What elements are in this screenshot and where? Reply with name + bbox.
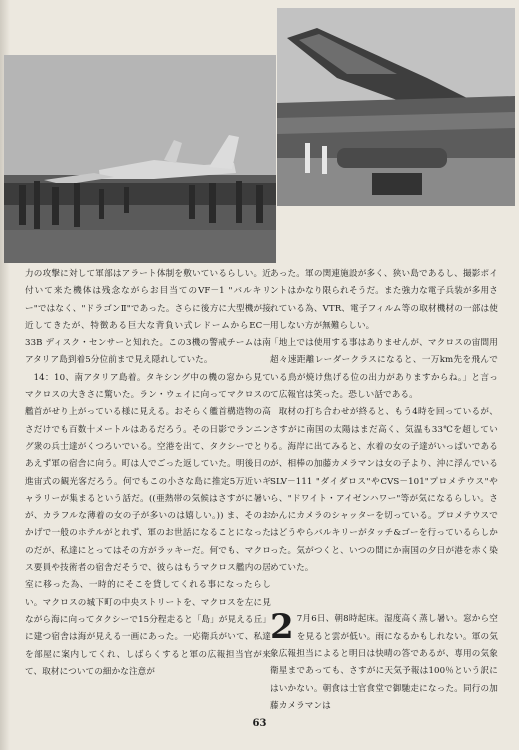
section-dropcap: 2	[270, 607, 294, 648]
left-text-column	[25, 266, 271, 681]
right-paragraph-1: あった。軍の関連施設が多く、狭い島であるし、撮影ポイントはかなり限られそうだ。また強力な電子兵装が多用されている為、VTR、電子フィルム等の取材機材の一部は使用しない方が無難らしい。	[270, 269, 498, 331]
right-paragraph-4: 7月6日、朝8時起床。湿度高く蒸し暑い。窓から空を見ると雲が低い。雨になるかもしれない。軍の気象広報担当によると明日は快晴の答であるが、専用の気象衛星まであっても、さすがに天気予報は100％という訳にはいかない。朝食は士官食堂で御馳走になった。同行の加藤カメラマンは	[270, 614, 498, 711]
right-paragraph-3: 取材の打ち合わせが終ると、もう4時を回っているが、さすがに南国の太陽はまだ高く、気温も33℃を超している。海岸に出てみると、水着の女の子達がいっぱいであるが、相棒の加藤カメラマンは女の子より、沖に浮んでいるSLV－111 "ダイダロス"やCVS－101"プロメテウス"やら、"ドワイト・アイゼンハワー"等が気になるらしい。さかんにカメラのシャッターを切っている。プロメテウスではどうやらバルキリーがタッチ&ゴーを行っているらしかった。気がつくと、いつの間にか南国の夕日が港を赤く染めていた。	[270, 407, 498, 574]
fighter-jet-photo	[277, 8, 515, 206]
page-number: 63	[252, 718, 267, 729]
fighter-jet-illustration	[277, 8, 515, 206]
left-paragraph-1: 力の攻撃に対して軍部はアラート体制を敷いているらしい。近付いて来た機体は残念ながらお目当てのVF－1 "バルキリー"ではなく、"ドラゴンⅡ"であった。さらに後方に大型機が接近してきたが、特徴ある巨大な背負い式レドームからEC－33B ディスク・センサーと知れた。この3機の警戒チームは南アタリア島到着5分位前まで見え隠れしていた。	[25, 269, 271, 366]
right-text-column	[270, 266, 498, 715]
section-gap-2	[270, 594, 498, 611]
left-paragraph-2: 14：10、南アタリア島着。タキシング中の機の窓から見てマクロスの大きさに驚いた。ラン・ウェイに向ってマクロスの艦首がせり上がっている様に見える。おそらく艦首構造物の高さだけでも百数十メートルはあるだろう。その日影でランニング衆の兵士達がくつろいでいる。空港を出て、タクシーでとりあえず軍の宿舎に向う。町は人でごった返していた。明後日の進宙式の観光客だろう。何でもこの小さな島に推定5万近いギャラリーが集まるという話だ。((亜熱帯の気候はさすがに暑いが、カラフルな薄着の女の子が多いのは嬉しい。)) ま、そのおかげで一般のホテルがとれず、軍のお世話になることになったのだが、私達にとってはその方がラッキーだ。何でも、マクロス要員や技術者の宿舎だそうで、彼らはもうマクロス艦内の居室に移った為、一時的にそこを貸してくれる事になったらしい。マクロスの城下町の中央ストリートを、マクロスを左に見ながら海に向ってタクシーで15分程走ると「島」が見える丘」に建つ宿舎は海が見える一画にあった。一応衛兵がいて、私達を部屋に案内してくれ、しばらくすると軍の広報担当官が来て、取材についての細かな注意が	[25, 372, 271, 677]
section-gap	[270, 577, 498, 594]
right-paragraph-2: 「地上では使用する事はありませんが、マクロスの宙間用超々速距離レーダークラスになると、一万km先を飛んでいる鳥が焼け焦げる位の出力がありますからね。」と言って広報官は笑った。恐しい話である。	[270, 338, 498, 401]
airfield-crowd-illustration	[4, 55, 276, 263]
airfield-crowd-photo	[4, 55, 276, 263]
